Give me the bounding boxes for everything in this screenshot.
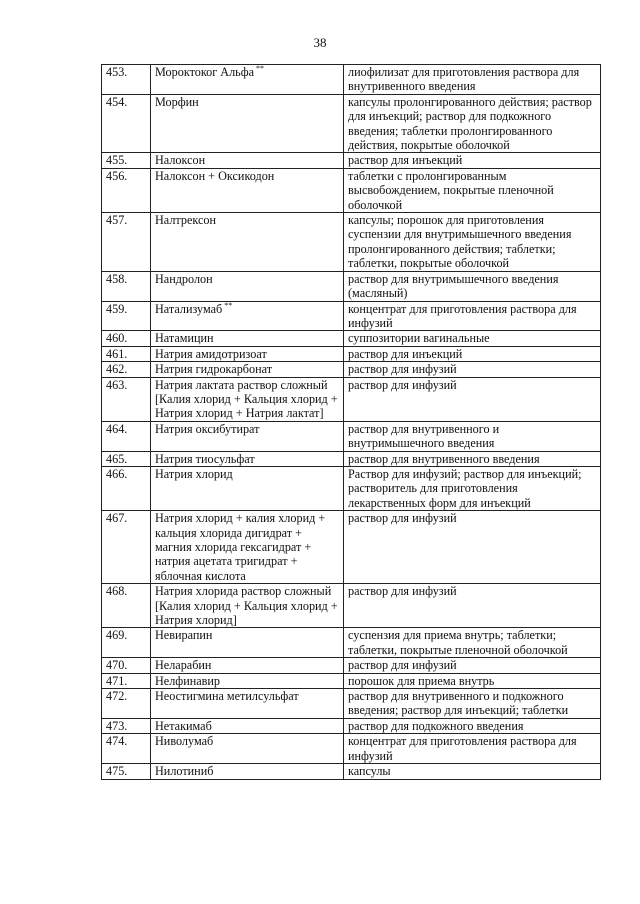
drug-name-cell — [151, 213, 344, 272]
table-row — [102, 451, 601, 466]
drug-name-cell — [151, 301, 344, 331]
drug-name: Нандролон — [155, 271, 213, 286]
row-number: 468. — [102, 584, 151, 628]
row-number: 473. — [102, 718, 151, 733]
drug-name-cell — [151, 673, 344, 688]
drug-name-cell — [151, 511, 344, 584]
table-row — [102, 421, 601, 451]
drug-name-cell — [151, 331, 344, 346]
table-row — [102, 168, 601, 212]
row-number: 471. — [102, 673, 151, 688]
dosage-form: раствор для внутривенного и подкожного введения; раствор для инъекций; таблетки — [344, 689, 601, 719]
drug-name: Налоксон — [155, 153, 206, 168]
dosage-form: концентрат для приготовления раствора для инфузий — [344, 301, 601, 331]
table-row — [102, 301, 601, 331]
drug-name-cell — [151, 362, 344, 377]
row-number: 453. — [102, 65, 151, 95]
drug-name: Натамицин — [155, 331, 214, 346]
dosage-form: концентрат для приготовления раствора для инфузий — [344, 734, 601, 764]
dosage-form: порошок для приема внутрь — [344, 673, 601, 688]
drug-name-cell — [151, 466, 344, 510]
table-row — [102, 94, 601, 153]
dosage-form: раствор для инфузий — [344, 658, 601, 673]
drug-name-cell — [151, 628, 344, 658]
drug-name: Натрия лактата раствор сложный [Калия хлорид + Кальция хлорид + Натрия хлорид + Натрия лактат] — [155, 377, 338, 421]
drug-name-cell — [151, 421, 344, 451]
drug-name-cell — [151, 94, 344, 153]
table-row — [102, 658, 601, 673]
drug-name-cell — [151, 168, 344, 212]
drug-name: Натрия гидрокарбонат — [155, 362, 273, 377]
dosage-form: лиофилизат для приготовления раствора для внутривенного введения — [344, 65, 601, 95]
dosage-form: раствор для внутривенного и внутримышечного введения — [344, 421, 601, 451]
dosage-form: раствор для инъекций — [344, 346, 601, 361]
dosage-form: капсулы; порошок для приготовления суспензии для внутримышечного введения пролонгированного действия; таблетки; таблетки, покрытые оболочкой — [344, 213, 601, 272]
drug-list-body — [102, 65, 601, 780]
page-number: 38 — [313, 35, 327, 50]
table-row — [102, 584, 601, 628]
table-row — [102, 466, 601, 510]
table-row — [102, 153, 601, 168]
dosage-form: раствор для инфузий — [344, 584, 601, 628]
dosage-form: раствор для подкожного введения — [344, 718, 601, 733]
row-number: 457. — [102, 213, 151, 272]
drug-name: Нелфинавир — [155, 673, 221, 688]
dosage-form: раствор для внутривенного введения — [344, 451, 601, 466]
table-row — [102, 673, 601, 688]
table-row — [102, 346, 601, 361]
dosage-form: суппозитории вагинальные — [344, 331, 601, 346]
drug-name: Натрия хлорида раствор сложный [Калия хлорид + Кальция хлорид + Натрия хлорид] — [155, 584, 338, 628]
row-number: 459. — [102, 301, 151, 331]
drug-name: Натализумаб — [155, 301, 223, 316]
dosage-form: капсулы — [344, 764, 601, 779]
drug-name-cell — [151, 451, 344, 466]
row-number: 463. — [102, 377, 151, 421]
drug-name-cell — [151, 377, 344, 421]
drug-name-cell — [151, 689, 344, 719]
table-row — [102, 331, 601, 346]
drug-name: Натрия хлорид — [155, 466, 233, 481]
drug-name: Неостигмина метилсульфат — [155, 689, 299, 704]
drug-name: Неларабин — [155, 658, 212, 673]
drug-name: Натрия оксибутират — [155, 421, 260, 436]
drug-name: Нилотиниб — [155, 764, 214, 779]
dosage-form: таблетки с пролонгированным высвобождением, покрытые пленочной оболочкой — [344, 168, 601, 212]
table-row — [102, 511, 601, 584]
table-row — [102, 718, 601, 733]
table-row — [102, 734, 601, 764]
row-number: 456. — [102, 168, 151, 212]
row-number: 464. — [102, 421, 151, 451]
row-number: 474. — [102, 734, 151, 764]
row-number: 467. — [102, 511, 151, 584]
table-row — [102, 377, 601, 421]
dosage-form: раствор для инфузий — [344, 362, 601, 377]
drug-name-cell — [151, 718, 344, 733]
drug-name: Натрия тиосульфат — [155, 451, 255, 466]
table-row — [102, 362, 601, 377]
drug-name: Налоксон + Оксикодон — [155, 168, 275, 183]
drug-name: Натрия хлорид + калия хлорид + кальция хлорида дигидрат + магния хлорида гексагидрат + натрия ацетата тригидрат + яблочная кислота — [155, 511, 326, 583]
drug-name: Налтрексон — [155, 213, 217, 228]
row-number: 470. — [102, 658, 151, 673]
row-number: 454. — [102, 94, 151, 153]
dosage-form: раствор для внутримышечного введения (масляный) — [344, 271, 601, 301]
dosage-form: раствор для инфузий — [344, 511, 601, 584]
table-row — [102, 213, 601, 272]
drug-name: Натрия амидотризоат — [155, 346, 267, 361]
drug-name-cell — [151, 734, 344, 764]
drug-name-cell — [151, 658, 344, 673]
dosage-form: Раствор для инфузий; раствор для инъекций; растворитель для приготовления лекарственных форм для инъекций — [344, 466, 601, 510]
drug-name-cell — [151, 584, 344, 628]
table-row — [102, 628, 601, 658]
drug-name-cell — [151, 346, 344, 361]
drug-name: Мороктоког Альфа — [155, 65, 255, 79]
row-number: 466. — [102, 466, 151, 510]
dosage-form: суспензия для приема внутрь; таблетки; таблетки, покрытые пленочной оболочкой — [344, 628, 601, 658]
row-number: 460. — [102, 331, 151, 346]
dosage-form: капсулы пролонгированного действия; раствор для инъекций; раствор для подкожного введения; таблетки пролонгированного действия, покрытые оболочкой — [344, 94, 601, 153]
row-number: 461. — [102, 346, 151, 361]
row-number: 472. — [102, 689, 151, 719]
row-number: 469. — [102, 628, 151, 658]
dosage-form: раствор для инъекций — [344, 153, 601, 168]
table-row — [102, 764, 601, 779]
row-number: 455. — [102, 153, 151, 168]
footnote-mark: ** — [224, 300, 233, 310]
footnote-mark: ** — [256, 64, 265, 73]
dosage-form: раствор для инфузий — [344, 377, 601, 421]
drug-name-cell — [151, 271, 344, 301]
drug-name: Невирапин — [155, 628, 213, 643]
drug-name-cell — [151, 764, 344, 779]
drug-name-cell — [151, 153, 344, 168]
drug-name-cell — [151, 65, 344, 95]
drug-name: Морфин — [155, 94, 199, 109]
drug-list-table — [101, 64, 601, 780]
row-number: 475. — [102, 764, 151, 779]
table-row — [102, 271, 601, 301]
drug-name: Нетакимаб — [155, 718, 212, 733]
table-row — [102, 65, 601, 95]
row-number: 458. — [102, 271, 151, 301]
drug-name: Ниволумаб — [155, 734, 214, 749]
row-number: 465. — [102, 451, 151, 466]
table-row — [102, 689, 601, 719]
row-number: 462. — [102, 362, 151, 377]
